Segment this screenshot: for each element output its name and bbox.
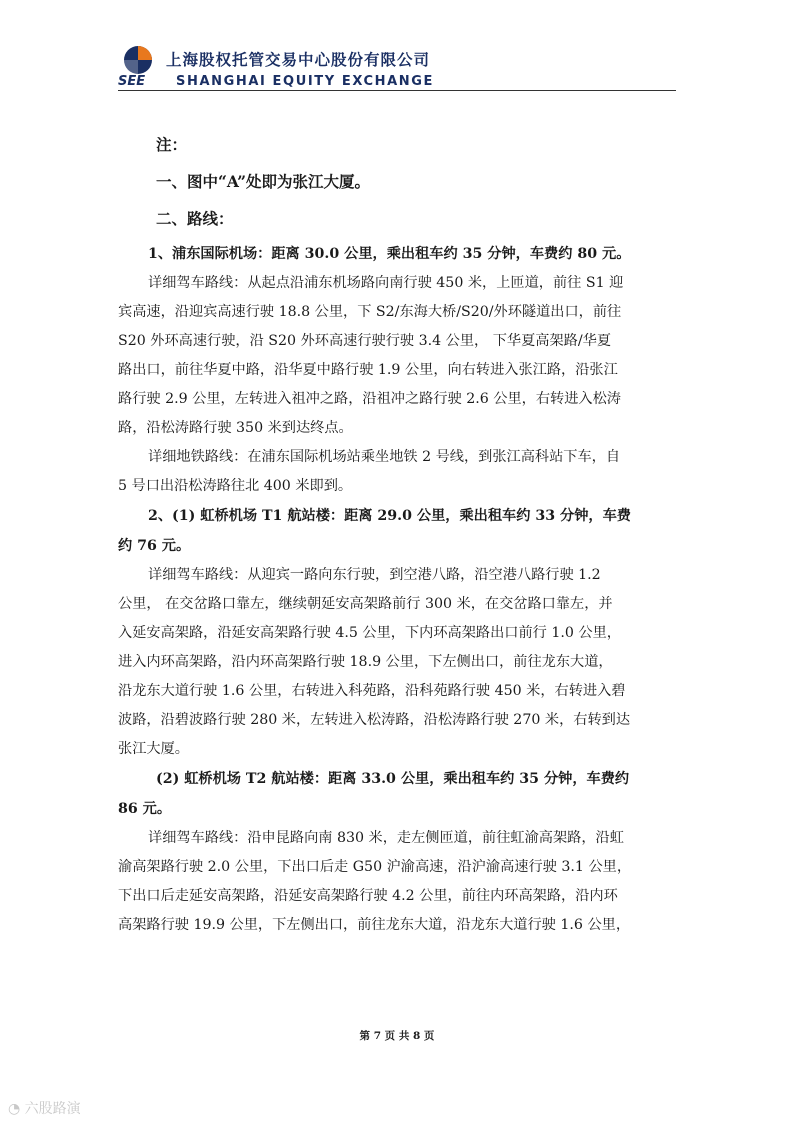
section-1-title: 1、浦东国际机场：距离 30.0 公里，乘出租车约 35 分钟，车费约 80 元。 xyxy=(148,246,631,262)
page-number: 第 7 页 共 8 页 xyxy=(359,1030,435,1042)
section-3-drive-line: 高架路行驶 19.9 公里，下左侧出口，前往龙东大道，沿龙东大道行驶 1.6 公里， xyxy=(118,917,631,933)
item-two: 二、路线： xyxy=(156,209,234,228)
section-2-drive-line: 公里， 在交岔路口靠左，继续朝延安高架路前行 300 米，在交岔路口靠左，并 xyxy=(118,596,613,612)
section-2-drive-line: 入延安高架路，沿延安高架路行驶 4.5 公里，下内环高架路出口前行 1.0 公里， xyxy=(118,625,621,641)
section-2-drive-line: 进入内环高架路，沿内环高架路行驶 18.9 公里，下左侧出口，前往龙东大道， xyxy=(118,654,613,670)
note-label: 注： xyxy=(156,135,188,154)
section-2-drive-line: 张江大厦。 xyxy=(118,741,189,757)
section-1-drive-line: 路出口，前往华夏中路，沿华夏中路行驶 1.9 公里，向右转进入张江路，沿张江 xyxy=(118,362,618,378)
watermark-text: 六股路演 xyxy=(24,1101,81,1117)
section-1-drive-line: 详细驾车路线：从起点沿浦东机场路向南行驶 450 米，上匝道，前往 S1 迎 xyxy=(148,275,624,291)
section-1-drive-line: 路，沿松涛路行驶 350 米到达终点。 xyxy=(118,420,353,436)
page-header xyxy=(118,40,678,92)
section-2-title: 约 76 元。 xyxy=(118,538,191,554)
section-1-metro-line: 5 号口出沿松涛路往北 400 米即到。 xyxy=(118,478,353,494)
watermark-logo-icon: ◔ xyxy=(8,1101,25,1117)
section-3-drive-line: 下出口后走延安高架路，沿延安高架路行驶 4.2 公里，前往内环高架路，沿内环 xyxy=(118,888,618,904)
watermark xyxy=(8,1098,81,1118)
section-1-drive-line: 宾高速，沿迎宾高速行驶 18.8 公里，下 S2/东海大桥/S20/外环隧道出口，前往 xyxy=(118,304,622,320)
section-3-title: 86 元。 xyxy=(118,801,172,817)
company-name-cn: 上海股权托管交易中心股份有限公司 xyxy=(166,51,431,69)
section-1-drive-line: 路行驶 2.9 公里，左转进入祖冲之路，沿祖冲之路行驶 2.6 公里，右转进入松涛 xyxy=(118,391,621,407)
logo-text: SEE xyxy=(118,74,146,89)
section-1-metro-line: 详细地铁路线：在浦东国际机场站乘坐地铁 2 号线，到张江高科站下车，自 xyxy=(148,449,621,465)
company-name-en: SHANGHAI EQUITY EXCHANGE xyxy=(176,74,435,89)
section-2-drive-line: 详细驾车路线：从迎宾一路向东行驶，到空港八路，沿空港八路行驶 1.2 xyxy=(148,567,601,583)
item-one: 一、图中“A”处即为张江大厦。 xyxy=(156,172,371,191)
section-2-drive-line: 波路，沿碧波路行驶 280 米，左转进入松涛路，沿松涛路行驶 270 米，右转到达 xyxy=(118,712,631,728)
section-3-drive-line: 渝高架路行驶 2.0 公里，下出口后走 G50 沪渝高速，沿沪渝高速行驶 3.1 公里， xyxy=(118,859,632,875)
section-2-drive-line: 沿龙东大道行驶 1.6 公里，右转进入科苑路，沿科苑路行驶 450 米，右转进入碧 xyxy=(118,683,626,699)
section-3-title: (2) 虹桥机场 T2 航站楼：距离 33.0 公里，乘出租车约 35 分钟，车费约 xyxy=(156,771,630,787)
document-body xyxy=(118,130,676,940)
section-3-drive-line: 详细驾车路线：沿申昆路向南 830 米，走左侧匝道，前往虹渝高架路，沿虹 xyxy=(148,830,624,846)
section-2-title: 2、(1) 虹桥机场 T1 航站楼：距离 29.0 公里，乘出租车约 33 分钟，车费 xyxy=(148,508,631,524)
header-divider xyxy=(118,90,676,91)
section-1-drive-line: S20 外环高速行驶，沿 S20 外环高速行驶行驶 3.4 公里， 下华夏高架路/华夏 xyxy=(118,333,612,349)
